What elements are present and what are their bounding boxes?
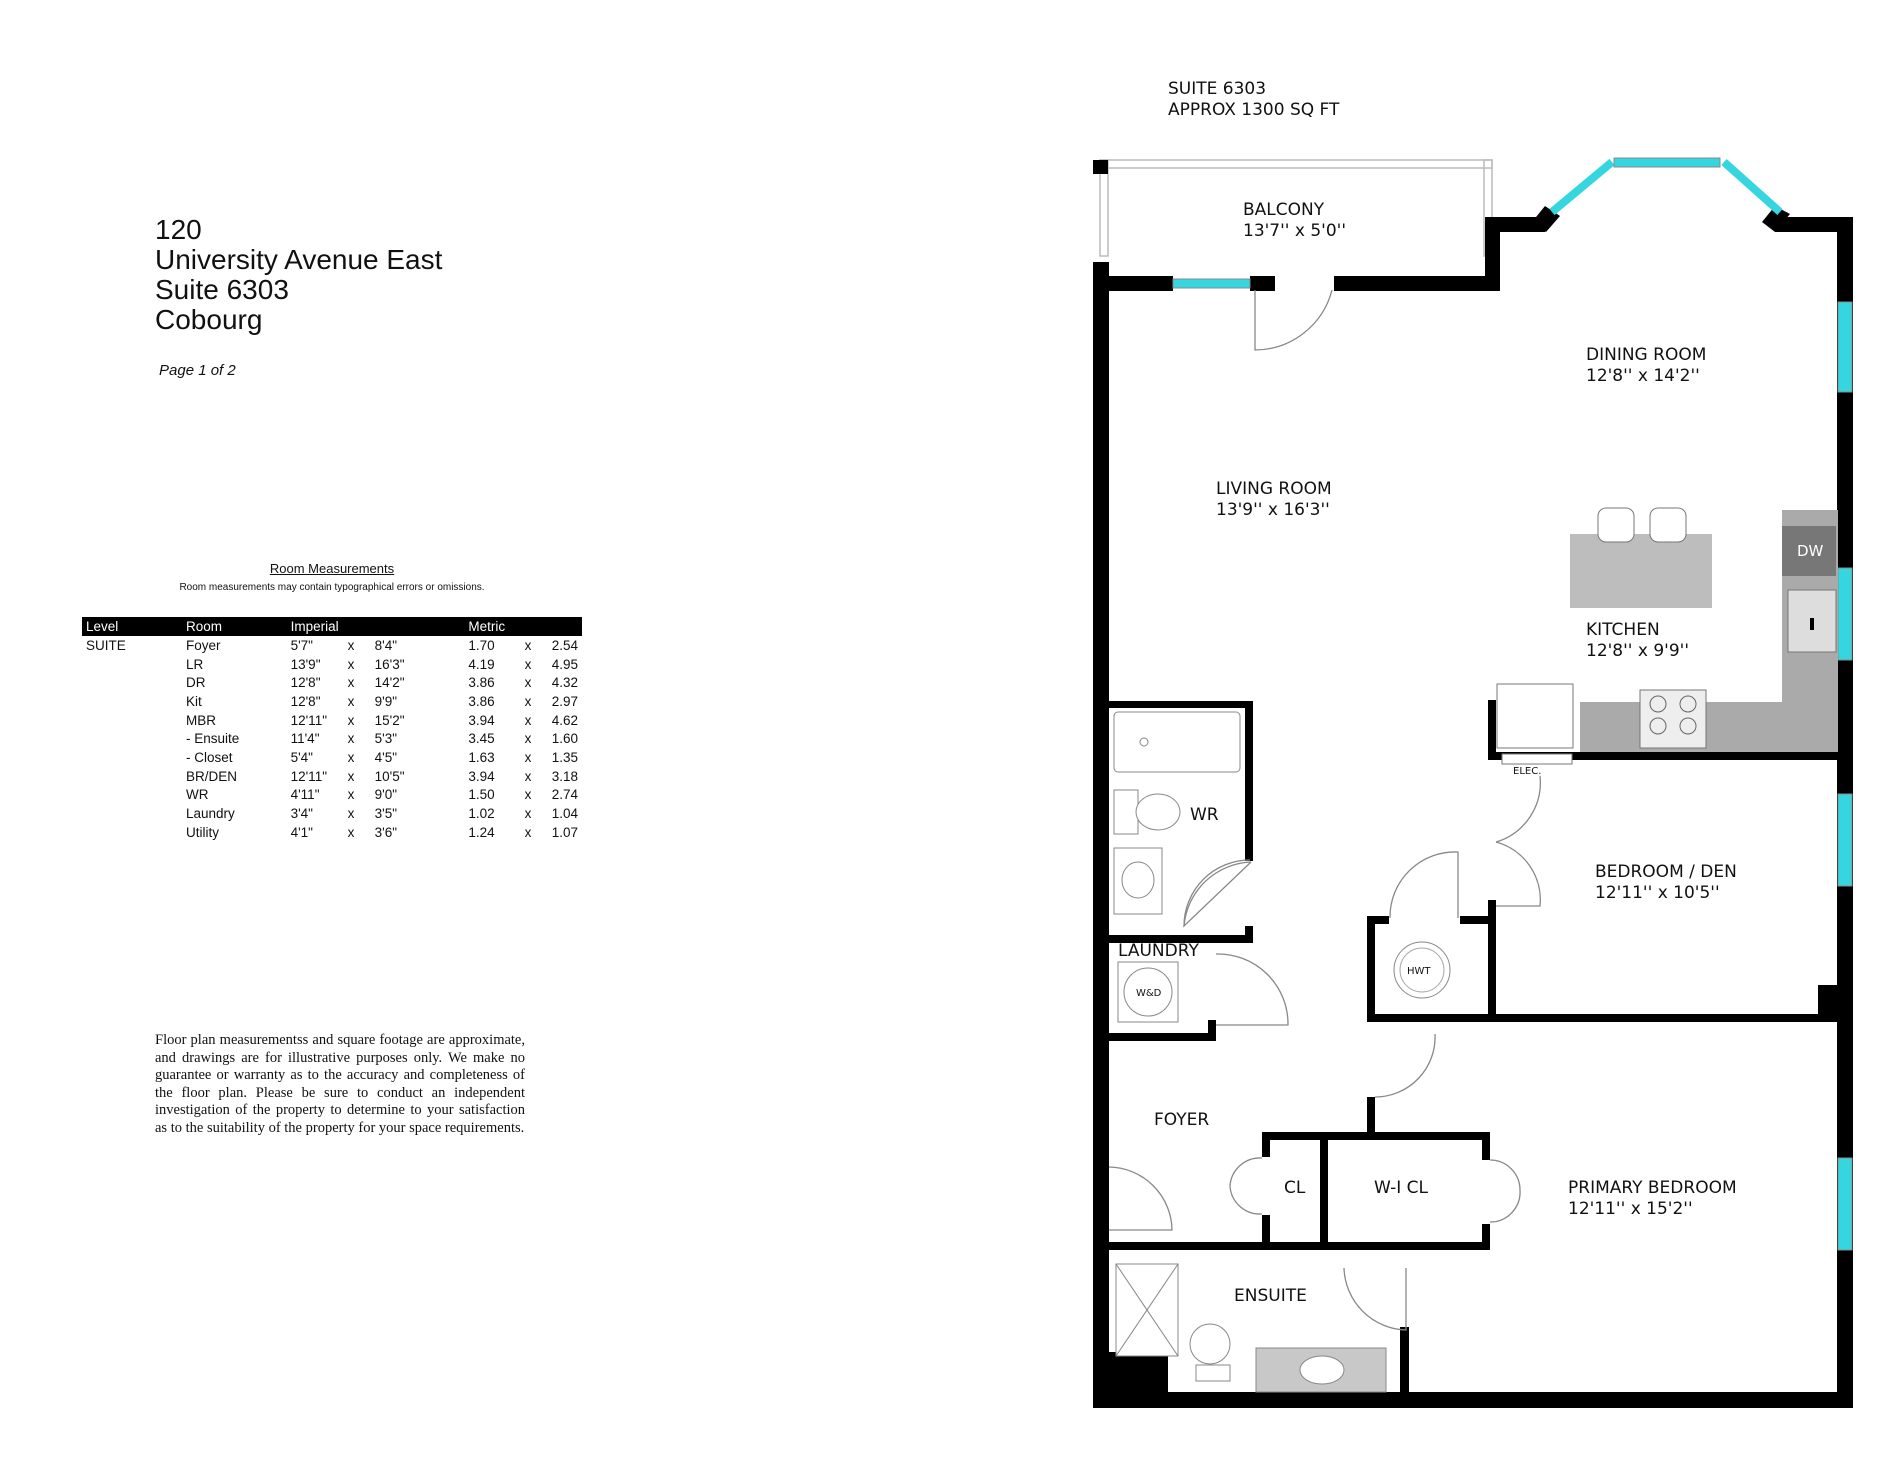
row-imperial-width: 12'8" (290, 675, 321, 691)
electrical-label: ELEC. (1513, 766, 1542, 777)
living-name: LIVING ROOM (1216, 479, 1332, 499)
row-metric-width: 1.63 (468, 749, 495, 765)
row-metric-length: 4.95 (551, 656, 578, 672)
row-x-separator: x (524, 731, 532, 747)
plan-suite-label: SUITE 6303 (1168, 79, 1267, 99)
row-level: SUITE (86, 637, 126, 653)
measurements-title: Room Measurements (269, 561, 395, 576)
row-metric-length: 3.18 (551, 768, 578, 784)
row-metric-width: 3.94 (468, 768, 495, 784)
row-imperial-width: 4'11" (290, 787, 320, 803)
row-metric-width: 1.02 (468, 806, 495, 822)
row-room: DR (185, 675, 206, 691)
row-room: MBR (185, 712, 216, 728)
row-imperial-width: 12'8" (290, 693, 321, 709)
kitchen-dims: 12'8'' x 9'9'' (1586, 641, 1689, 661)
kitchen-counters (1497, 510, 1838, 764)
balcony-post (1093, 160, 1108, 174)
bedroom-den-name: BEDROOM / DEN (1595, 862, 1737, 882)
address-line-3: Suite 6303 (155, 274, 289, 305)
col-imperial: Imperial (287, 617, 465, 636)
row-imperial-length: 14'2" (374, 675, 405, 691)
col-level: Level (82, 617, 182, 636)
row-imperial-width: 12'11" (290, 712, 327, 728)
row-room: LR (185, 656, 204, 672)
row-metric-length: 4.62 (551, 712, 578, 728)
row-imperial-width: 5'7" (290, 637, 313, 653)
dining-dims: 12'8'' x 14'2'' (1586, 366, 1700, 386)
row-imperial-width: 3'4" (290, 806, 313, 822)
faucet-icon (1810, 618, 1814, 630)
wr-label: WR (1190, 805, 1219, 825)
row-metric-length: 1.60 (551, 731, 578, 747)
washer-dryer-label: W&D (1136, 988, 1162, 999)
row-x-separator: x (347, 749, 355, 765)
row-room: Laundry (185, 806, 235, 822)
ensuite-label: ENSUITE (1234, 1286, 1307, 1306)
row-metric-width: 3.86 (468, 693, 495, 709)
row-imperial-length: 16'3" (374, 656, 405, 672)
col-metric: Metric (464, 617, 582, 636)
row-metric-width: 3.45 (468, 731, 495, 747)
row-room: - Closet (185, 749, 233, 765)
row-room: Foyer (185, 637, 221, 653)
row-imperial-width: 5'4" (290, 749, 313, 765)
row-x-separator: x (347, 675, 355, 691)
row-metric-width: 1.24 (468, 824, 495, 840)
primary-bedroom-dims: 12'11'' x 15'2'' (1568, 1199, 1693, 1219)
row-room: - Ensuite (185, 731, 240, 747)
row-metric-width: 3.94 (468, 712, 495, 728)
row-imperial-length: 4'5" (374, 749, 398, 765)
row-room: BR/DEN (185, 768, 237, 784)
row-x-separator: x (347, 637, 355, 653)
row-imperial-length: 3'5" (374, 806, 398, 822)
closet-label: CL (1284, 1178, 1306, 1198)
kitchen-name: KITCHEN (1586, 620, 1660, 640)
row-metric-width: 1.50 (468, 787, 495, 803)
row-metric-width: 3.86 (468, 675, 495, 691)
foyer-label: FOYER (1154, 1110, 1210, 1130)
row-imperial-length: 15'2" (374, 712, 405, 728)
row-x-separator: x (524, 806, 532, 822)
row-imperial-width: 12'11" (290, 768, 327, 784)
row-x-separator: x (347, 731, 355, 747)
row-x-separator: x (524, 656, 532, 672)
row-x-separator: x (347, 824, 355, 840)
row-room: Utility (185, 824, 219, 840)
bedroom-den-dims: 12'11'' x 10'5'' (1595, 883, 1720, 903)
row-x-separator: x (524, 712, 532, 728)
row-metric-length: 1.07 (551, 824, 578, 840)
disclaimer-text: Floor plan measurementss and square footage are approximate, and drawings are for illustrative purposes only. We make no guarantee or warranty as to the accuracy and completeness of the floor plan. Please be sure to conduct an independent investigation of the property to determine to your satisfaction as to the suitability of the property for your space requirements. (155, 1032, 525, 1136)
row-metric-length: 4.32 (551, 675, 578, 691)
row-x-separator: x (524, 768, 532, 784)
plan-area-label: APPROX 1300 SQ FT (1168, 100, 1340, 120)
row-x-separator: x (524, 693, 532, 709)
row-imperial-length: 8'4" (374, 637, 398, 653)
row-imperial-length: 9'9" (374, 693, 398, 709)
row-x-separator: x (524, 749, 532, 765)
row-x-separator: x (347, 656, 355, 672)
walk-in-closet-label: W-I CL (1374, 1178, 1429, 1198)
row-x-separator: x (524, 675, 532, 691)
row-x-separator: x (524, 637, 532, 653)
address-line-1: 120 (155, 214, 202, 245)
row-metric-length: 2.97 (551, 693, 578, 709)
row-x-separator: x (347, 806, 355, 822)
laundry-label: LAUNDRY (1118, 941, 1199, 961)
row-metric-width: 4.19 (468, 656, 495, 672)
address-line-2: University Avenue East (155, 244, 443, 275)
primary-bedroom-name: PRIMARY BEDROOM (1568, 1178, 1737, 1198)
row-x-separator: x (347, 712, 355, 728)
row-x-separator: x (347, 768, 355, 784)
row-imperial-width: 13'9" (290, 656, 321, 672)
measurements-subtitle: Room measurements may contain typographical errors or omissions. (179, 582, 485, 593)
dishwasher-label: DW (1797, 542, 1824, 560)
row-x-separator: x (524, 824, 532, 840)
row-metric-length: 1.04 (551, 806, 578, 822)
row-x-separator: x (524, 787, 532, 803)
dining-name: DINING ROOM (1586, 345, 1707, 365)
row-metric-width: 1.70 (468, 637, 495, 653)
row-imperial-width: 11'4" (290, 731, 320, 747)
row-room: WR (185, 787, 209, 803)
address-line-4: Cobourg (155, 304, 263, 335)
row-imperial-length: 3'6" (374, 824, 398, 840)
row-room: Kit (185, 693, 202, 709)
hwt-label: HWT (1407, 966, 1431, 977)
row-imperial-length: 5'3" (374, 731, 398, 747)
col-room: Room (182, 617, 287, 636)
balcony-name: BALCONY (1243, 200, 1325, 220)
living-dims: 13'9'' x 16'3'' (1216, 500, 1330, 520)
row-imperial-length: 10'5" (374, 768, 405, 784)
balcony-dims: 13'7'' x 5'0'' (1243, 221, 1346, 241)
row-metric-length: 1.35 (551, 749, 578, 765)
row-x-separator: x (347, 693, 355, 709)
row-metric-length: 2.74 (551, 787, 578, 803)
row-imperial-width: 4'1" (290, 824, 313, 840)
row-imperial-length: 9'0" (374, 787, 398, 803)
page-number: Page 1 of 2 (159, 362, 236, 379)
row-x-separator: x (347, 787, 355, 803)
row-metric-length: 2.54 (551, 637, 578, 653)
